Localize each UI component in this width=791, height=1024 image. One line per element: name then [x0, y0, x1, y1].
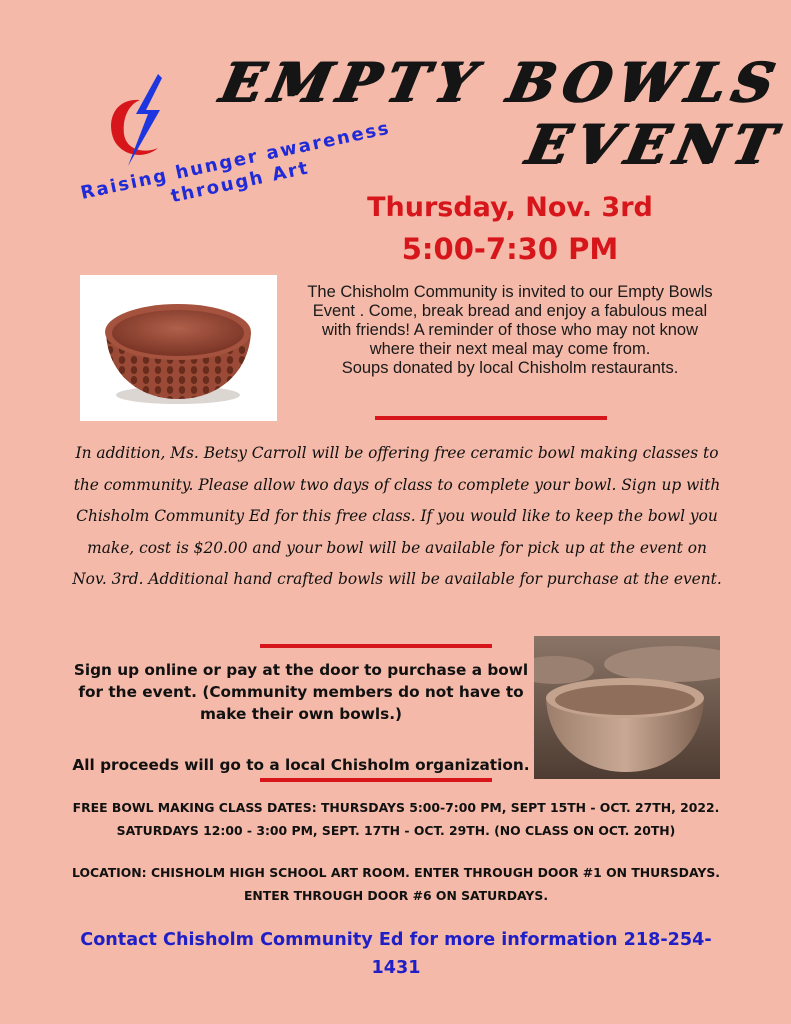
intro-paragraph [300, 283, 720, 378]
logo-c-crescent [111, 100, 158, 155]
title-line-2: EVENT [521, 112, 789, 176]
event-time: 5:00-7:30 PM [401, 232, 619, 266]
class-dates-text: FREE BOWL MAKING CLASS DATES: THURSDAYS 5:00-7:00 PM, SEPT 15TH - OCT. 27TH, 2022. SATURDAYS 12:00 - 3:00 PM, SEPT. 17TH - OCT. 29TH. (NO CLASS ON OCT. 20TH) [72, 800, 720, 838]
event-date: Thursday, Nov. 3rd [367, 192, 653, 223]
intro-main-text: The Chisholm Community is invited to our Empty Bowls Event . Come, break bread and enjoy a fabulous meal with friends! A reminder of those who may not know where their next meal may come from. [307, 283, 713, 358]
signup-text: Sign up online or pay at the door to purchase a bowl for the event. (Community members do not have to make their own bowls.) [73, 661, 529, 723]
clay-bowls-image [534, 636, 720, 779]
proceeds-text: All proceeds will go to a local Chisholm organization. [72, 756, 530, 774]
tagline: Raising hunger awareness through Art [78, 117, 393, 208]
divider-red-3 [260, 778, 492, 782]
bowl-photo-1 [80, 275, 277, 421]
school-logo [100, 70, 170, 170]
divider-red-1 [375, 416, 607, 420]
bowl-photo-2 [534, 636, 720, 779]
divider-red-2 [260, 644, 492, 648]
location-text: LOCATION: CHISHOLM HIGH SCHOOL ART ROOM. ENTER THROUGH DOOR #1 ON THURSDAYS. ENTER THROUGH DOOR #6 ON SATURDAYS. [72, 865, 720, 903]
title-line-1: EMPTY BOWLS [215, 50, 788, 114]
contact-text: Contact Chisholm Community Ed for more information 218-254-1431 [80, 930, 712, 978]
intro-soups-text: Soups donated by local Chisholm restaurants. [341, 359, 679, 377]
class-info-paragraph: In addition, Ms. Betsy Carroll will be offering free ceramic bowl making classes to the community. Please allow two days of class to complete your bowl. Sign up with Chisholm Community Ed for this free class. If you would like to keep the bowl you make, cost is $20.00 and your bowl will be available for pick up at the event on Nov. 3rd. Additional hand crafted bowls will be available for purchase at the event. [72, 444, 722, 588]
terracotta-bowl-image [80, 275, 277, 421]
